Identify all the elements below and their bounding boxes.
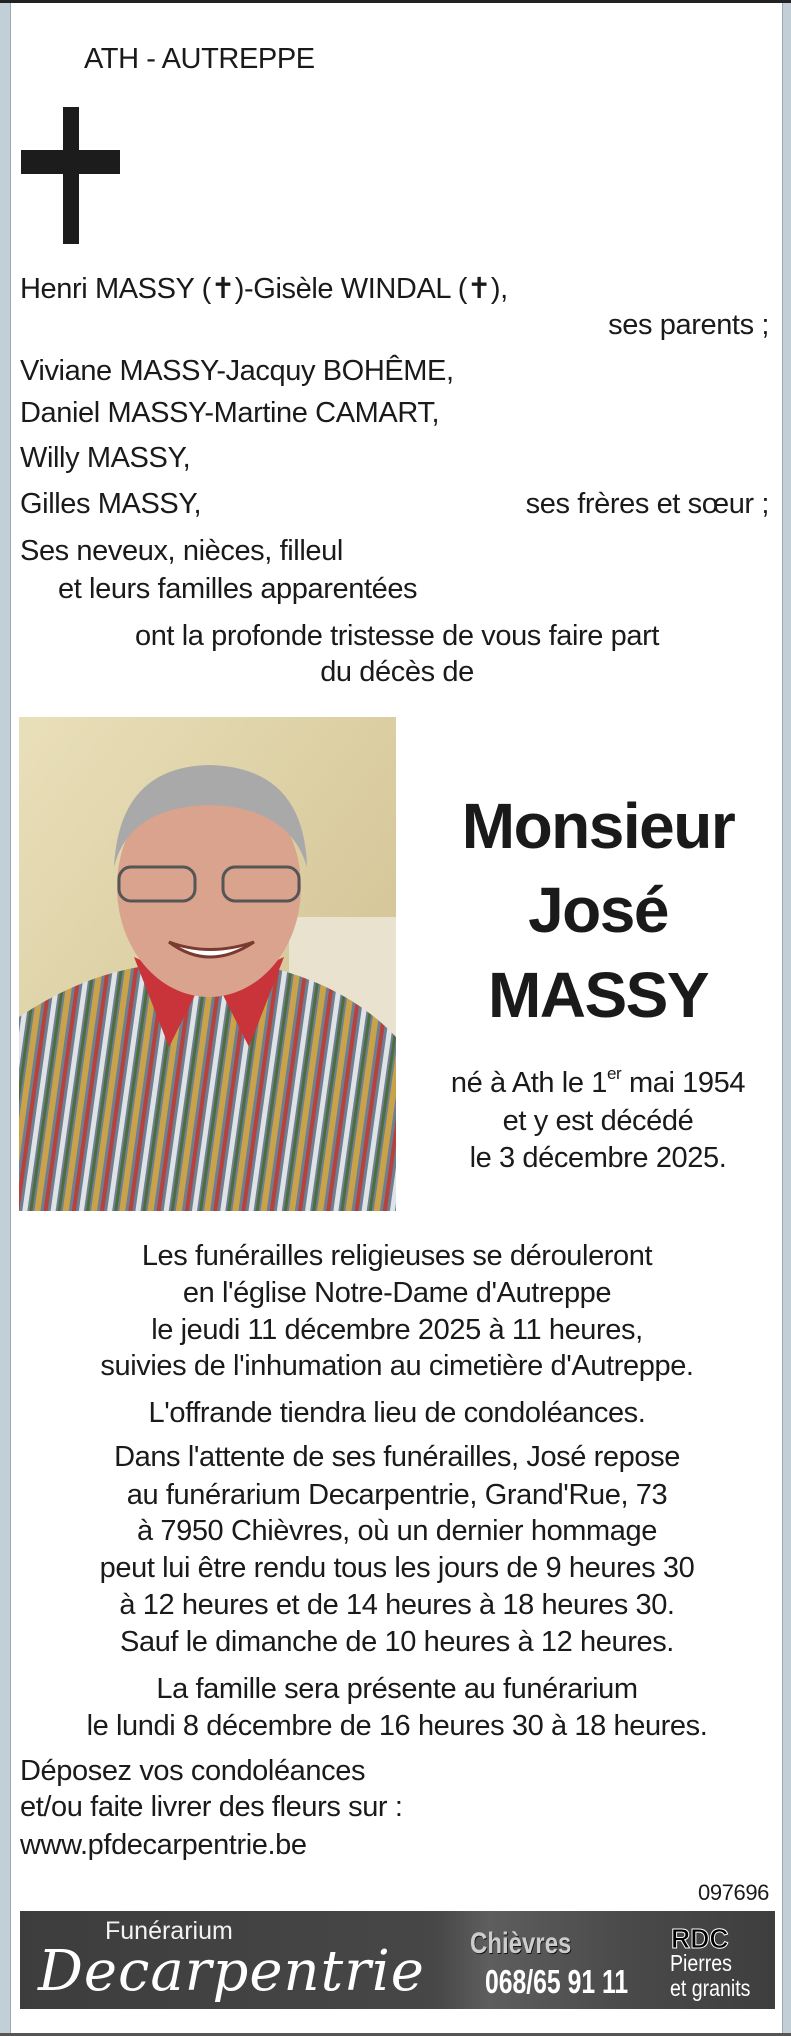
family-presence-line: le lundi 8 décembre de 16 heures 30 à 18 heures.	[86, 1710, 708, 1742]
visitation-line: Sauf le dimanche de 10 heures à 12 heures.	[120, 1626, 674, 1658]
sibling-line: Viviane MASSY-Jacquy BOHÊME,	[20, 355, 454, 387]
deceased-first-name: José	[528, 874, 668, 946]
funeral-line: en l'église Notre-Dame d'Autreppe	[182, 1277, 612, 1309]
death-line: et y est décédé	[502, 1105, 694, 1137]
parents-label: ses parents ;	[608, 309, 769, 341]
reference-number: 097696	[697, 1880, 769, 1905]
frame-top-border	[0, 0, 791, 3]
condolences-line: et/ou faite livrer des fleurs sur :	[20, 1791, 403, 1823]
visitation-line: au funérarium Decarpentrie, Grand'Rue, 73	[126, 1479, 668, 1511]
funeral-line: Les funérailles religieuses se dérouleront	[141, 1240, 653, 1272]
condolences-line: Déposez vos condoléances	[20, 1755, 366, 1787]
deceased-title: Monsieur	[461, 790, 735, 862]
sibling-line: Daniel MASSY-Martine CAMART,	[20, 397, 440, 429]
sibling-line: Willy MASSY,	[20, 442, 191, 474]
families-line: et leurs familles apparentées	[58, 573, 418, 605]
deceased-last-name: MASSY	[487, 959, 709, 1031]
banner-rdc-tagline: Pierres et granits	[670, 1950, 751, 2001]
banner-funerarium: Funérarium	[105, 1917, 233, 1945]
offering-line: L'offrande tiendra lieu de condoléances.	[148, 1397, 646, 1429]
funeral-line: suivies de l'inhumation au cimetière d'Autreppe.	[100, 1350, 694, 1382]
visitation-line: à 12 heures et de 14 heures à 18 heures 30.	[119, 1589, 675, 1621]
parents-line: Henri MASSY (✝)-Gisèle WINDAL (✝),	[20, 273, 508, 305]
siblings-label: ses frères et sœur ;	[525, 488, 769, 520]
nephews-line: Ses neveux, nièces, filleul	[20, 535, 343, 567]
banner-name: Decarpentrie	[38, 1939, 425, 2004]
frame-left-border	[0, 0, 11, 2036]
visitation-line: Dans l'attente de ses funérailles, José repose	[114, 1441, 680, 1473]
banner-rdc-logo: RDC	[671, 1923, 729, 1954]
visitation-line: peut lui être rendu tous les jours de 9 heures 30	[99, 1552, 695, 1584]
banner-phone: 068/65 91 11	[485, 1963, 629, 2000]
condolences-website-link[interactable]: www.pfdecarpentrie.be	[20, 1829, 307, 1861]
family-presence-line: La famille sera présente au funérarium	[156, 1673, 638, 1705]
announce-line: ont la profonde tristesse de vous faire part	[134, 620, 660, 652]
death-date-line: le 3 décembre 2025.	[469, 1142, 727, 1174]
funeral-line: le jeudi 11 décembre 2025 à 11 heures,	[151, 1314, 643, 1346]
birth-line: né à Ath le 1er mai 1954	[450, 1064, 746, 1099]
announce-line: du décès de	[320, 656, 474, 688]
deceased-photo	[19, 717, 396, 1211]
banner-city: Chièvres	[470, 1927, 572, 1960]
visitation-line: à 7950 Chièvres, où un dernier hommage	[136, 1515, 657, 1547]
locality-header: ATH - AUTREPPE	[84, 43, 315, 75]
sibling-line: Gilles MASSY,	[20, 488, 202, 520]
funeral-home-banner	[20, 1911, 775, 2009]
